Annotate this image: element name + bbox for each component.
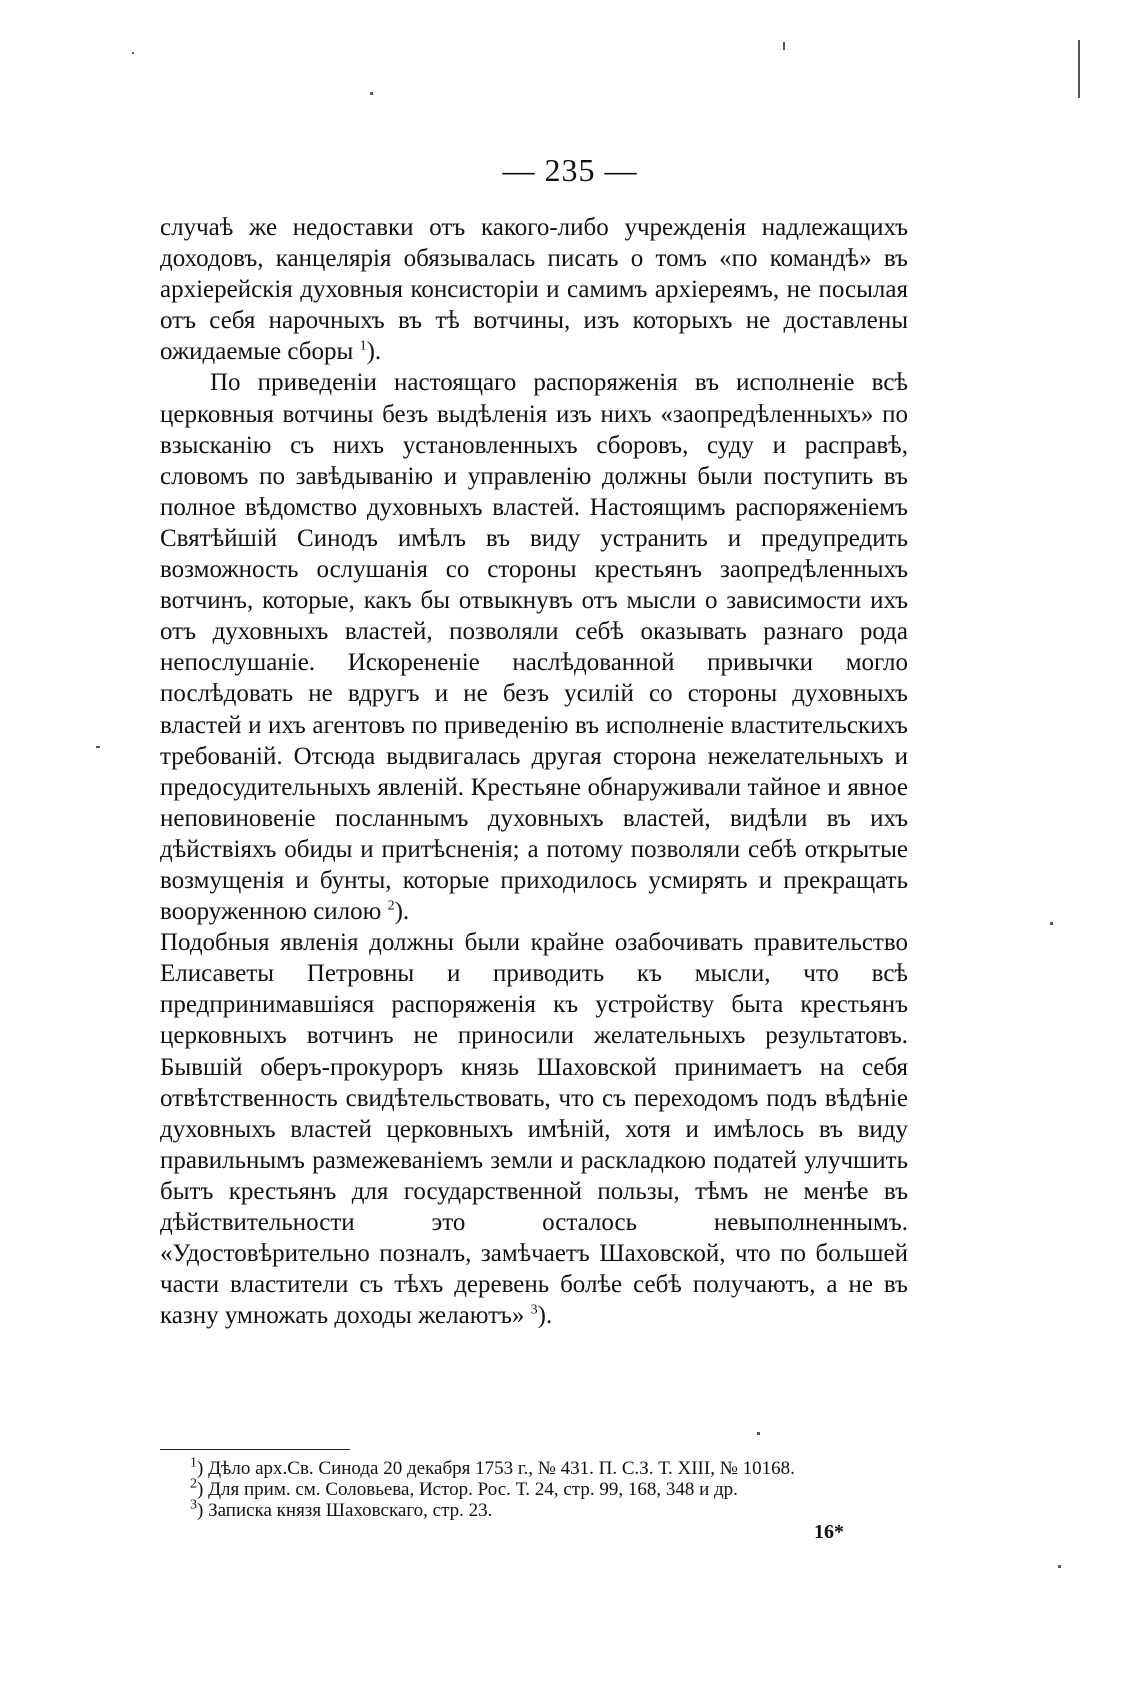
paragraph-2 (160, 367, 908, 927)
signature-mark: 16* (814, 1521, 844, 1543)
footnote-ref-3: 3 (530, 1302, 538, 1318)
scan-speck (1078, 40, 1080, 98)
paragraph-text: По приведеніи настоящаго распоряженія въ исполненіе всѣ церковныя вотчины безъ выдѣленія изъ нихъ «заопредѣленныхъ» по взысканію съ нихъ установленныхъ сборовъ, суду и расправѣ, словомъ по завѣдыванію и управленію должны были поступить въ полное вѣдомство духовныхъ властей. Настоящимъ распоряженіемъ Святѣйшій Синодъ имѣлъ въ виду устранить и предупредить возможность ослушанія со стороны крестьянъ заопредѣленныхъ вотчинъ, которые, какъ бы отвыкнувъ отъ мысли о зависимости ихъ отъ духовныхъ властей, позволяли себѣ оказывать разнаго рода непослушаніе. Искорененіе наслѣдованной привычки могло послѣдовать не вдругъ и не безъ усилій со стороны духовныхъ властей и ихъ агентовъ по приведенію въ исполненіе властительскихъ требованій. Отсюда выдвигалась другая сторона нежелательныхъ и предосудительныхъ явленій. Крестьяне обнаруживали тайное и явное неповиновеніе посланнымъ духовныхъ властей, видѣли въ ихъ дѣйствіяхъ обиды и притѣсненія; а потому позволяли себѣ открытые возмущенія и бунты, которые приходилось усмирять и прекращать вооруженною силою (160, 369, 908, 926)
footnote-text: ) Для прим. см. Соловьева, Истор. Рос. Т. 24, стр. 99, 168, 348 и др. (197, 1479, 738, 1500)
footnote-mark: 3 (190, 1497, 197, 1513)
paragraph-text: случаѣ же недоставки отъ какого-либо учрежденія надлежащихъ доходовъ, канцелярія обязывалась писать о томъ «по командѣ» въ архіерейскія духовныя консисторіи и самимъ архіереямъ, не посылая отъ себя нарочныхъ въ тѣ вотчины, изъ которыхъ не доставлены ожидаемые сборы (160, 214, 908, 366)
footnote-ref-2: 2 (387, 898, 395, 914)
paragraph-text: Подобныя явленія должны были крайне озабочивать правительство Елисаветы Петровны и приводить къ мысли, что всѣ предпринимавшіяся распоряженія къ устройству быта крестьянъ церковныхъ вотчинъ не приносили желательныхъ результатовъ. Бывшій оберъ-прокуроръ князь Шаховской принимаетъ на себя отвѣтственность свидѣтельствовать, что съ переходомъ подъ вѣдѣніе духовныхъ властей церковныхъ имѣній, хотя и имѣлось въ виду правильнымъ размежеваніемъ земли и раскладкою податей улучшить бытъ крестьянъ для государственной пользы, тѣмъ не менѣе въ дѣйствительности это осталось невыполненнымъ. «Удостовѣрительно позналъ, замѣчаетъ Шаховской, что по большей части властители съ тѣхъ деревень болѣе себѣ получаютъ, а не въ казну умножать доходы желаютъ» (160, 929, 908, 1330)
scan-speck (757, 1432, 760, 1435)
scan-speck (1058, 1565, 1061, 1568)
scan-speck (96, 746, 100, 748)
scan-speck (1050, 922, 1053, 925)
paragraph-tail: ). (366, 338, 382, 366)
footnote-mark: 2 (190, 1476, 197, 1492)
paragraph-3 (160, 927, 908, 1331)
footnote-mark: 1 (190, 1455, 197, 1471)
footnote-ref-1: 1 (359, 339, 367, 355)
footnote-3 (190, 1497, 912, 1521)
footnote-separator (160, 1449, 350, 1450)
footnote-text: ) Дѣло арх.Св. Синода 20 декабря 1753 г., № 431. П. С.З. Т. XIII, № 10168. (197, 1458, 795, 1479)
body-text (160, 212, 908, 1331)
footnote-1 (190, 1455, 912, 1479)
scan-speck (370, 92, 373, 95)
scan-speck (132, 52, 134, 54)
paragraph-tail: ). (537, 1302, 553, 1330)
footnotes (190, 1455, 912, 1521)
scan-speck (783, 42, 785, 50)
footnote-text: ) Записка князя Шаховскаго, стр. 23. (197, 1500, 493, 1521)
paragraph-tail: ). (394, 898, 410, 926)
paragraph-1 (160, 212, 908, 367)
page-number: — 235 — (502, 152, 638, 188)
footnote-2 (190, 1476, 912, 1500)
